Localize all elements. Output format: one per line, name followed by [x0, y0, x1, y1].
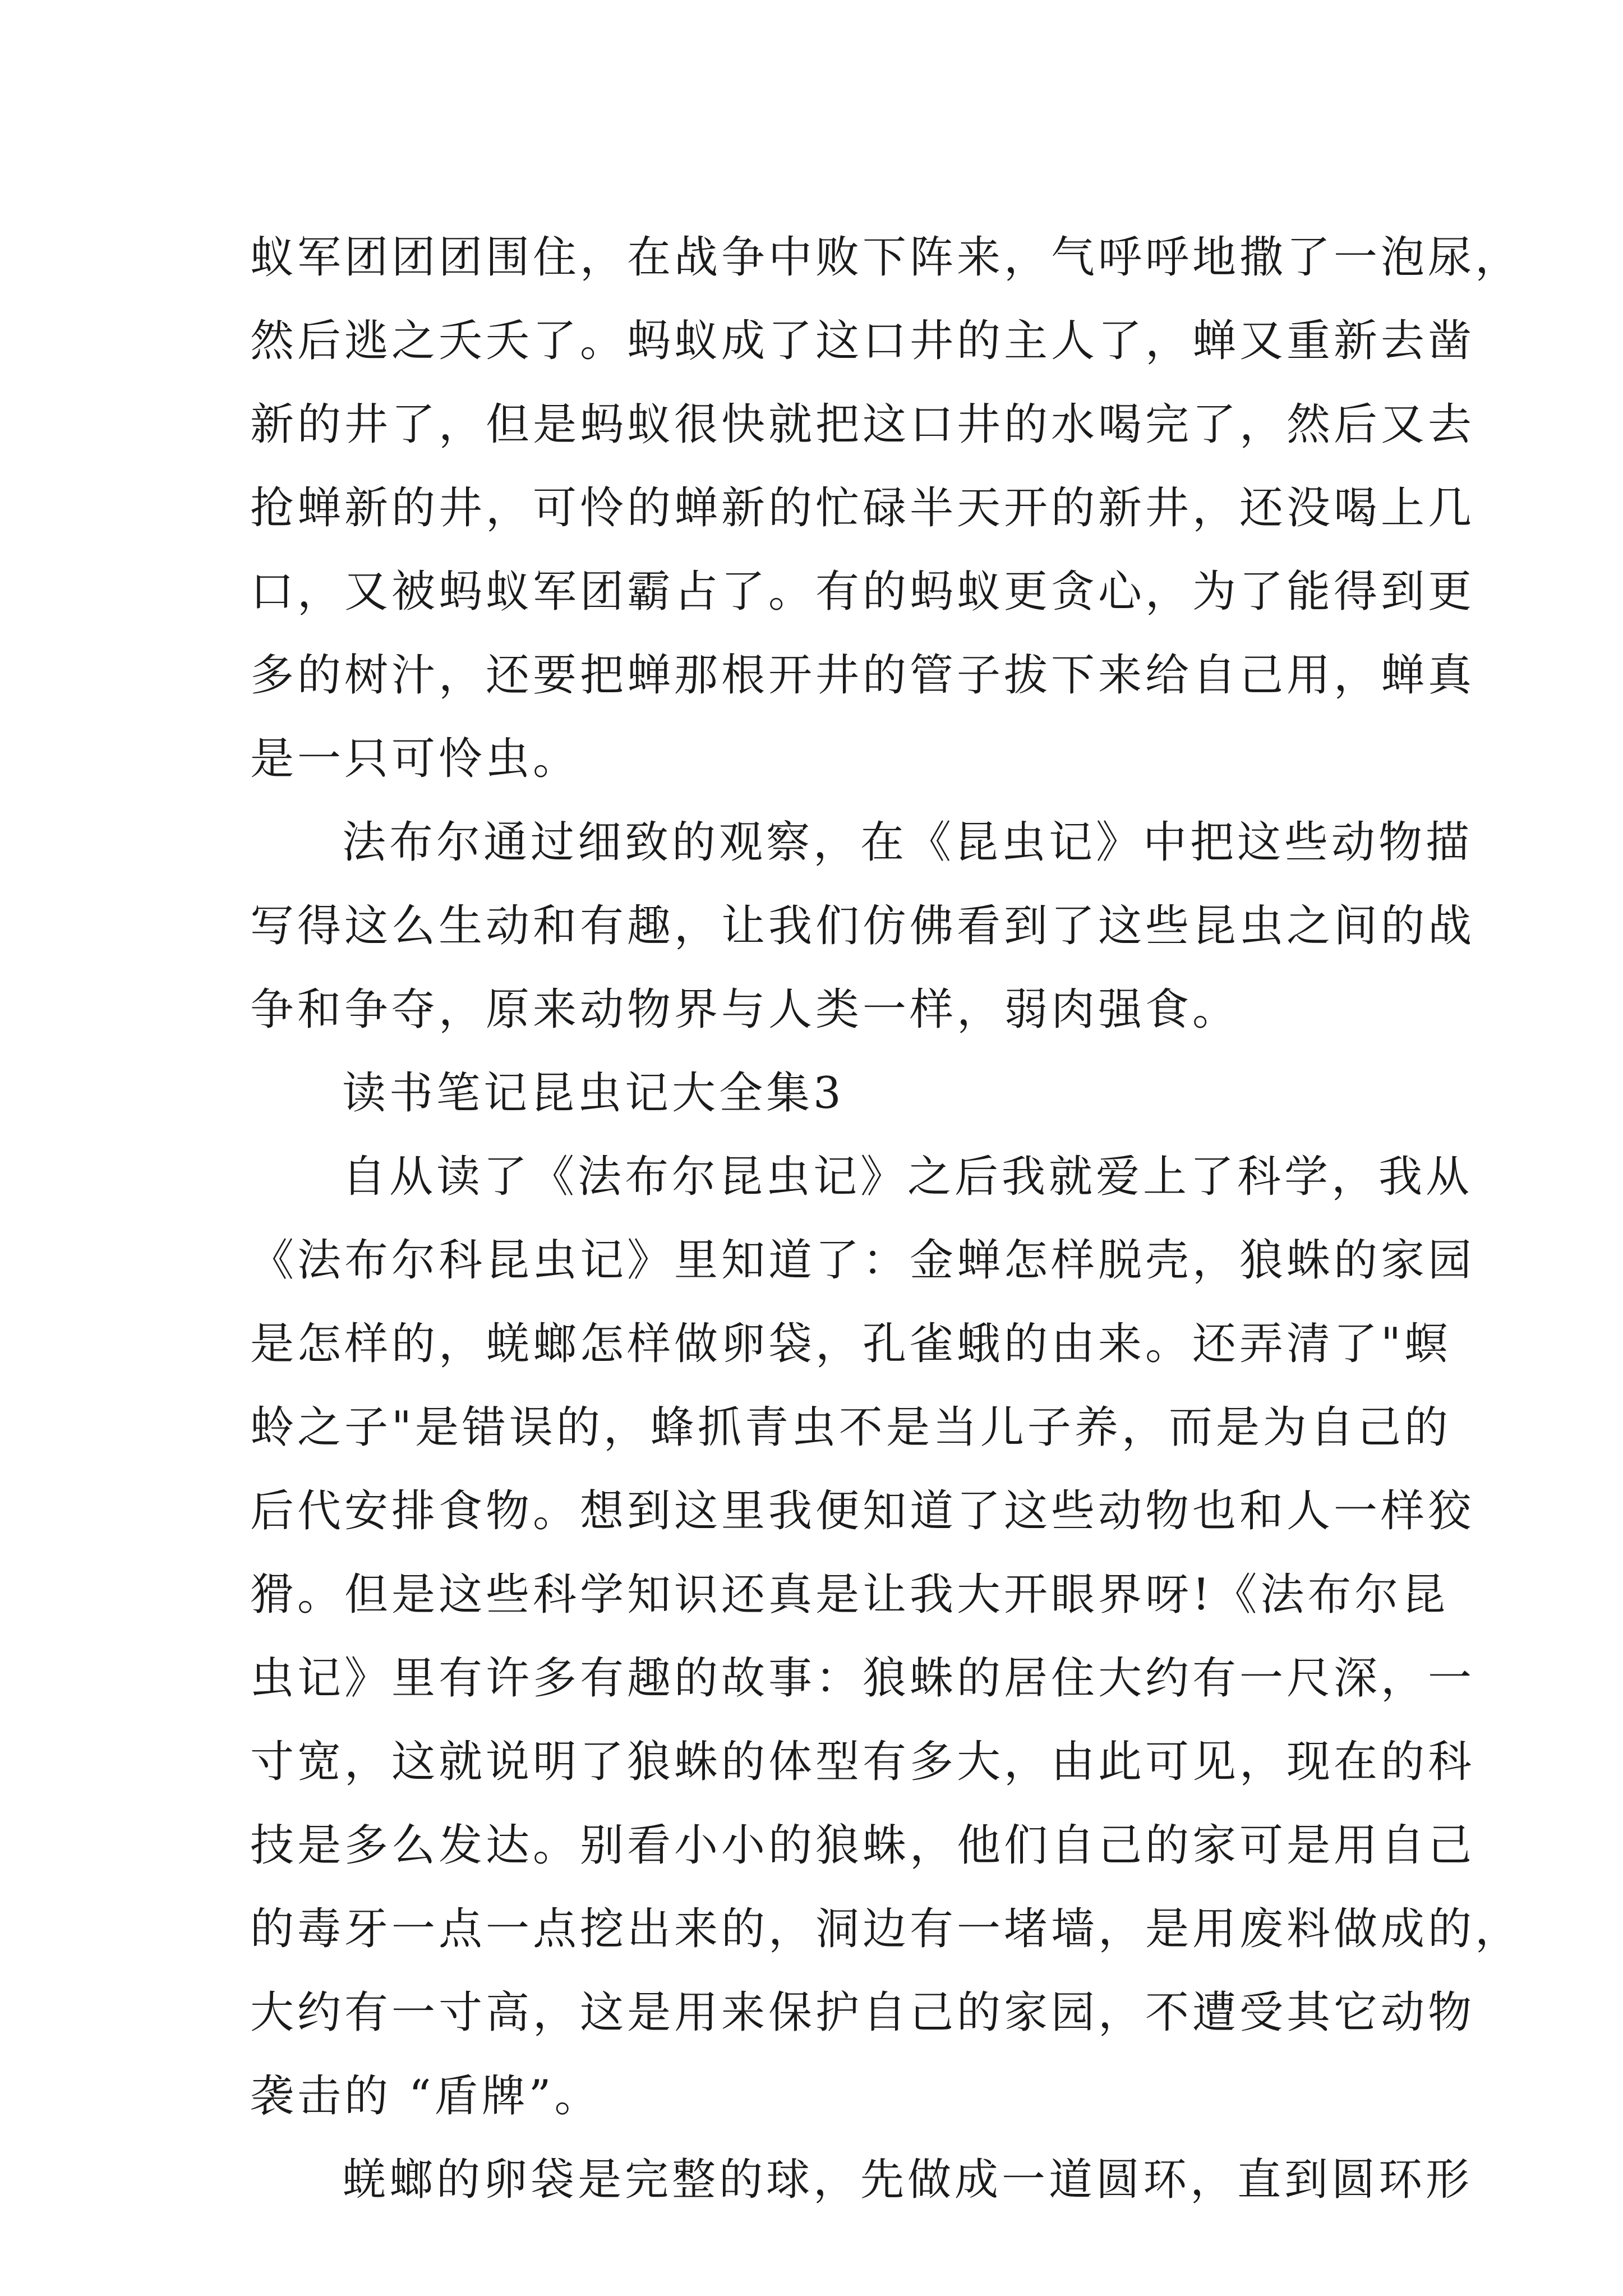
text-line: 《法布尔科昆虫记》里知道了：金蝉怎样脱壳，狼蛛的家园	[250, 1235, 1476, 1286]
text-line: 蛉之子"是错误的，蜂抓青虫不是当儿子养，而是为自己的	[250, 1402, 1451, 1453]
text-line: 猾。但是这些科学知识还真是让我大开眼界呀!《法布尔昆	[250, 1570, 1449, 1620]
text-line: 的毒牙一点一点挖出来的，洞边有一堵墙，是用废料做成的，	[250, 1904, 1523, 1954]
text-line: 袭击的 “盾牌”。	[250, 2071, 602, 2122]
text-line: 新的井了，但是蚂蚁很快就把这口井的水喝完了，然后又去	[250, 399, 1476, 450]
text-line: 然后逃之夭夭了。蚂蚁成了这口井的主人了，蝉又重新去凿	[250, 316, 1476, 366]
text-line: 抢蝉新的井，可怜的蝉新的忙碌半天开的新井，还没喝上几	[250, 483, 1476, 533]
paragraph-first-line: 法布尔通过细致的观察，在《昆虫记》中把这些动物描	[342, 817, 1473, 868]
paragraph-first-line: 蜣螂的卵袋是完整的球，先做成一道圆环，直到圆环形	[342, 2155, 1473, 2205]
text-line: 口，又被蚂蚁军团霸占了。有的蚂蚁更贪心，为了能得到更	[250, 567, 1476, 617]
text-line: 写得这么生动和有趣，让我们仿佛看到了这些昆虫之间的战	[250, 901, 1476, 951]
text-line: 寸宽，这就说明了狼蛛的体型有多大，由此可见，现在的科	[250, 1737, 1476, 1787]
text-line: 争和争夺，原来动物界与人类一样，弱肉强食。	[250, 984, 1240, 1035]
text-line: 蚁军团团团围住，在战争中败下阵来，气呼呼地撒了一泡尿，	[250, 232, 1523, 283]
text-line: 多的树汁，还要把蝉那根开井的管子拔下来给自己用，蝉真	[250, 650, 1476, 701]
text-line: 大约有一寸高，这是用来保护自己的家园，不遭受其它动物	[250, 1987, 1476, 2038]
text-line: 是怎样的，蜣螂怎样做卵袋，孔雀蛾的由来。还弄清了"螟	[250, 1319, 1451, 1369]
text-line: 技是多么发达。别看小小的狼蛛，他们自己的家可是用自己	[250, 1820, 1476, 1871]
text-line: 是一只可怜虫。	[250, 734, 580, 784]
text-line: 虫记》里有许多有趣的故事：狼蛛的居住大约有一尺深，一	[250, 1653, 1476, 1704]
text-line: 后代安排食物。想到这里我便知道了这些动物也和人一样狡	[250, 1486, 1476, 1536]
section-heading: 读书笔记昆虫记大全集3	[342, 1068, 845, 1119]
document-body	[250, 216, 1523, 2222]
paragraph-first-line: 自从读了《法布尔昆虫记》之后我就爱上了科学，我从	[342, 1152, 1473, 1202]
